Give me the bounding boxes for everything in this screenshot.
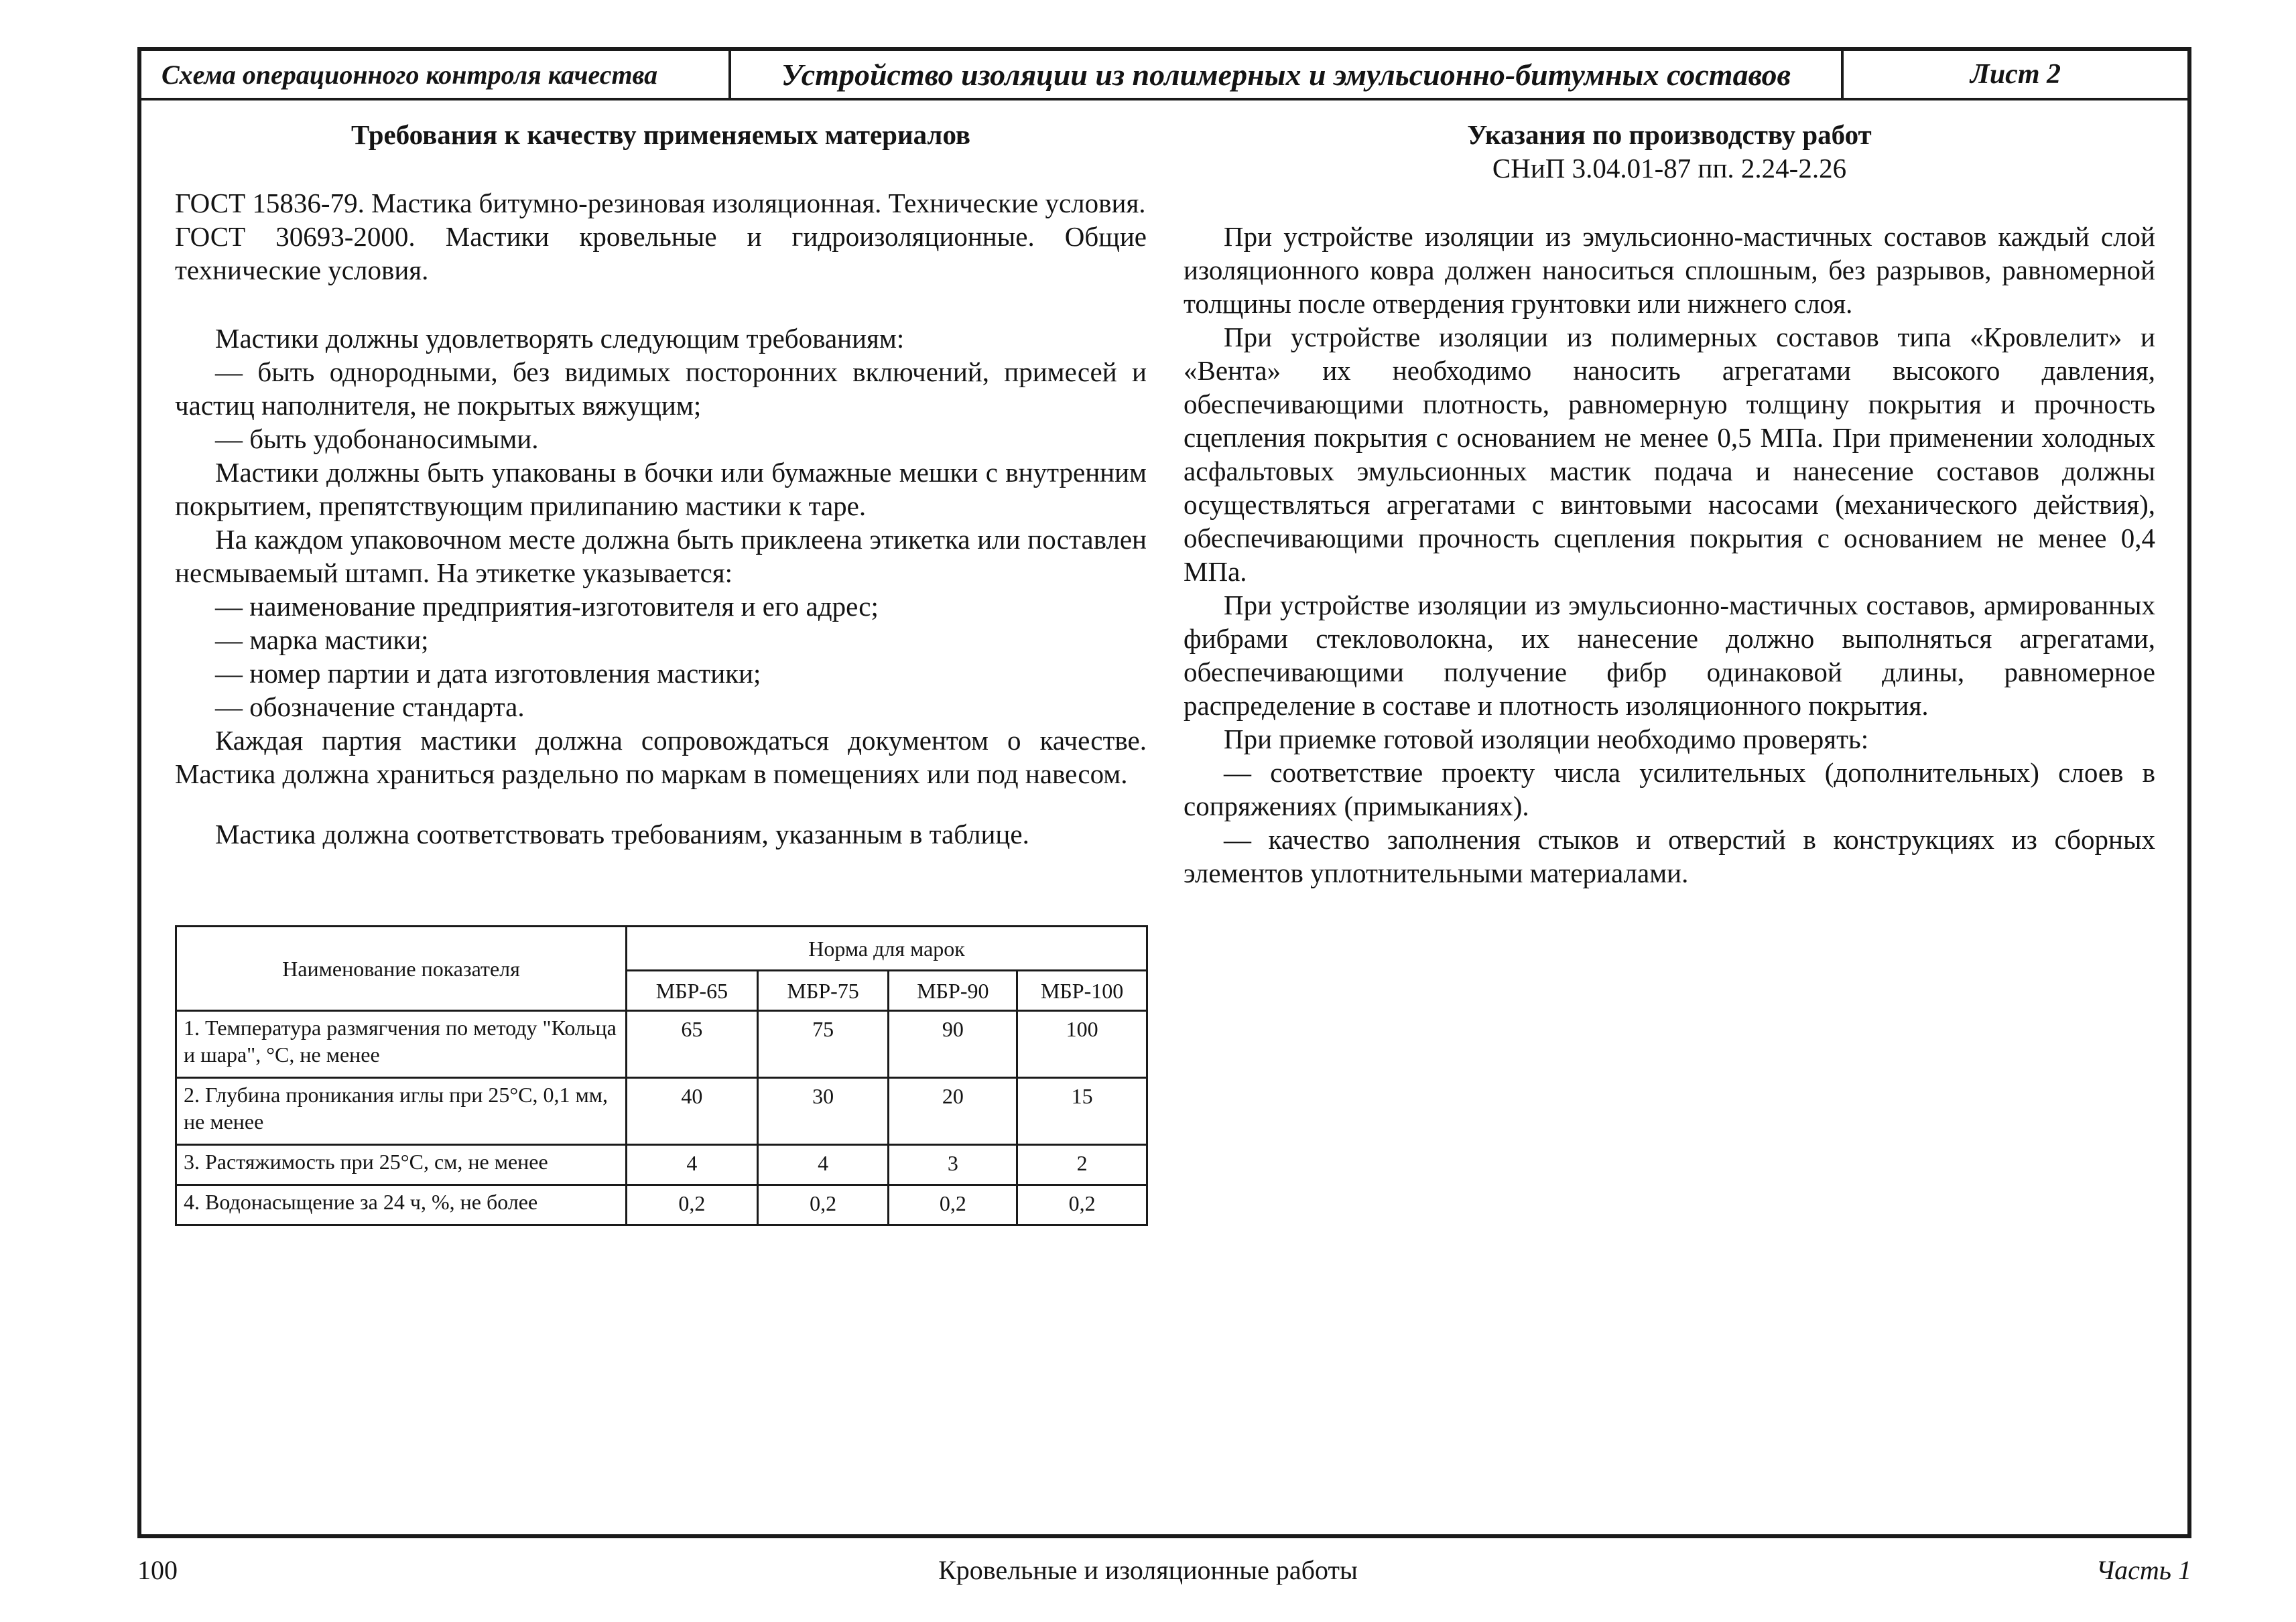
header-title: Устройство изоляции из полимерных и эмульсионно-битумных составов [731, 51, 1844, 98]
document-paragraph: Каждая партия мастики должна сопровождаться документом о качестве. Мастика должна храниться раздельно по маркам в помещениях или под навесом. [175, 725, 1147, 789]
table-cell-value: 2 [1017, 1145, 1147, 1185]
left-column [175, 118, 1147, 851]
table-row [176, 1185, 1147, 1225]
table-cell-value: 4 [627, 1145, 758, 1185]
footer-part: Часть 1 [2096, 1555, 2191, 1585]
table-header-brand: МБР-75 [757, 971, 889, 1011]
left-heading: Требования к качеству применяемых материалов [350, 119, 971, 150]
label-item: — наименование предприятия-изготовителя и его адрес; [215, 591, 879, 622]
label-item: — обозначение стандарта. [215, 691, 525, 722]
label-item: — номер партии и дата изготовления мастики; [215, 658, 761, 689]
instruction-paragraph: — качество заполнения стыков и отверстий в конструкциях из сборных элементов уплотнительными материалами. [1184, 824, 2155, 888]
table-cell-value: 20 [889, 1078, 1017, 1145]
table-cell-value: 40 [627, 1078, 758, 1145]
table-row [176, 1011, 1147, 1078]
table-header-brand: МБР-100 [1017, 971, 1147, 1011]
header-bar [141, 51, 2187, 100]
table-cell-value: 15 [1017, 1078, 1147, 1145]
right-column [1184, 118, 2155, 890]
table-cell-value: 0,2 [627, 1185, 758, 1225]
table-header-brand: МБР-65 [627, 971, 758, 1011]
header-scheme: Схема операционного контроля качества [141, 51, 731, 98]
table-row [176, 1078, 1147, 1145]
table-cell-name: 1. Температура размягчения по методу "Кольца и шара", °С, не менее [176, 1011, 627, 1078]
table-cell-value: 3 [889, 1145, 1017, 1185]
requirement-item: — быть удобонаносимыми. [215, 423, 539, 454]
table-intro: Мастика должна соответствовать требованиям, указанным в таблице. [215, 819, 1029, 850]
gost-2: ГОСТ 30693-2000. Мастики кровельные и гидроизоляционные. Общие технические условия. [175, 221, 1147, 285]
instruction-paragraph: При устройстве изоляции из эмульсионно-мастичных составов, армированных фибрами стекловолокна, их нанесение должно выполняться агрегатами, обеспечивающими получение фибр одинаковой длины, равномерное распределение в составе и плотность изоляционного покрытия. [1184, 590, 2155, 721]
table-header-brand: МБР-90 [889, 971, 1017, 1011]
table-cell-name: 3. Растяжимость при 25°С, см, не менее [176, 1145, 627, 1185]
label-item: — марка мастики; [215, 624, 429, 655]
requirements-intro: Мастики должны удовлетворять следующим требованиям: [215, 323, 905, 354]
table-cell-value: 0,2 [1017, 1185, 1147, 1225]
page-number: 100 [137, 1555, 178, 1585]
sheet-frame [137, 47, 2191, 1538]
table-cell-value: 30 [757, 1078, 889, 1145]
requirement-item: — быть однородными, без видимых посторонних включений, примесей и частиц наполнителя, не покрытых вяжущим; [175, 356, 1147, 421]
table-cell-value: 65 [627, 1011, 758, 1078]
table-cell-value: 4 [757, 1145, 889, 1185]
gost-1: ГОСТ 15836-79. Мастика битумно-резиновая изоляционная. Технические условия. [175, 188, 1146, 218]
table-cell-value: 100 [1017, 1011, 1147, 1078]
instruction-paragraph: При устройстве изоляции из полимерных составов типа «Кровлелит» и «Вента» их необходимо наносить агрегатами высокого давления, обеспечивающими плотность, равномерную толщину покрытия и прочность сцепления покрытия с основанием не менее 0,5 МПа. При применении холодных асфальтовых эмульсионных мастик подача и нанесение составов должны осуществляться агрегатами с винтовыми насосами (механического действия), обеспечивающими прочность сцепления покрытия с основанием не менее 0,4 МПа. [1184, 322, 2155, 587]
table-cell-value: 0,2 [757, 1185, 889, 1225]
instruction-paragraph: При приемке готовой изоляции необходимо проверять: [1224, 724, 1869, 754]
table-cell-name: 2. Глубина проникания иглы при 25°С, 0,1 мм, не менее [176, 1078, 627, 1145]
right-subheading: СНиП 3.04.01-87 пп. 2.24-2.26 [1492, 153, 1847, 184]
header-sheet-number: Лист 2 [1970, 59, 2061, 90]
requirements-table [175, 925, 1148, 1226]
label-intro: На каждом упаковочном месте должна быть приклеена этикетка или поставлен несмываемый штамп. На этикетке указывается: [175, 524, 1147, 588]
footer-title: Кровельные и изоляционные работы [938, 1555, 1358, 1585]
table-row [176, 1145, 1147, 1185]
table-header-norm: Норма для марок [627, 927, 1147, 971]
table-header-name: Наименование показателя [176, 927, 627, 1011]
right-heading: Указания по производству работ [1467, 119, 1872, 150]
table-cell-name: 4. Водонасыщение за 24 ч, %, не более [176, 1185, 627, 1225]
instruction-paragraph: При устройстве изоляции из эмульсионно-мастичных составов каждый слой изоляционного ковра должен наноситься сплошным, без разрывов, равномерной толщины после отвердения грунтовки или нижнего слоя. [1184, 221, 2155, 319]
packaging-paragraph: Мастики должны быть упакованы в бочки или бумажные мешки с внутренним покрытием, препятствующим прилипанию мастики к таре. [175, 457, 1147, 521]
table-cell-value: 75 [757, 1011, 889, 1078]
table-cell-value: 90 [889, 1011, 1017, 1078]
table-cell-value: 0,2 [889, 1185, 1017, 1225]
instruction-paragraph: — соответствие проекту числа усилительных (дополнительных) слоев в сопряжениях (примыканиях). [1184, 757, 2155, 821]
